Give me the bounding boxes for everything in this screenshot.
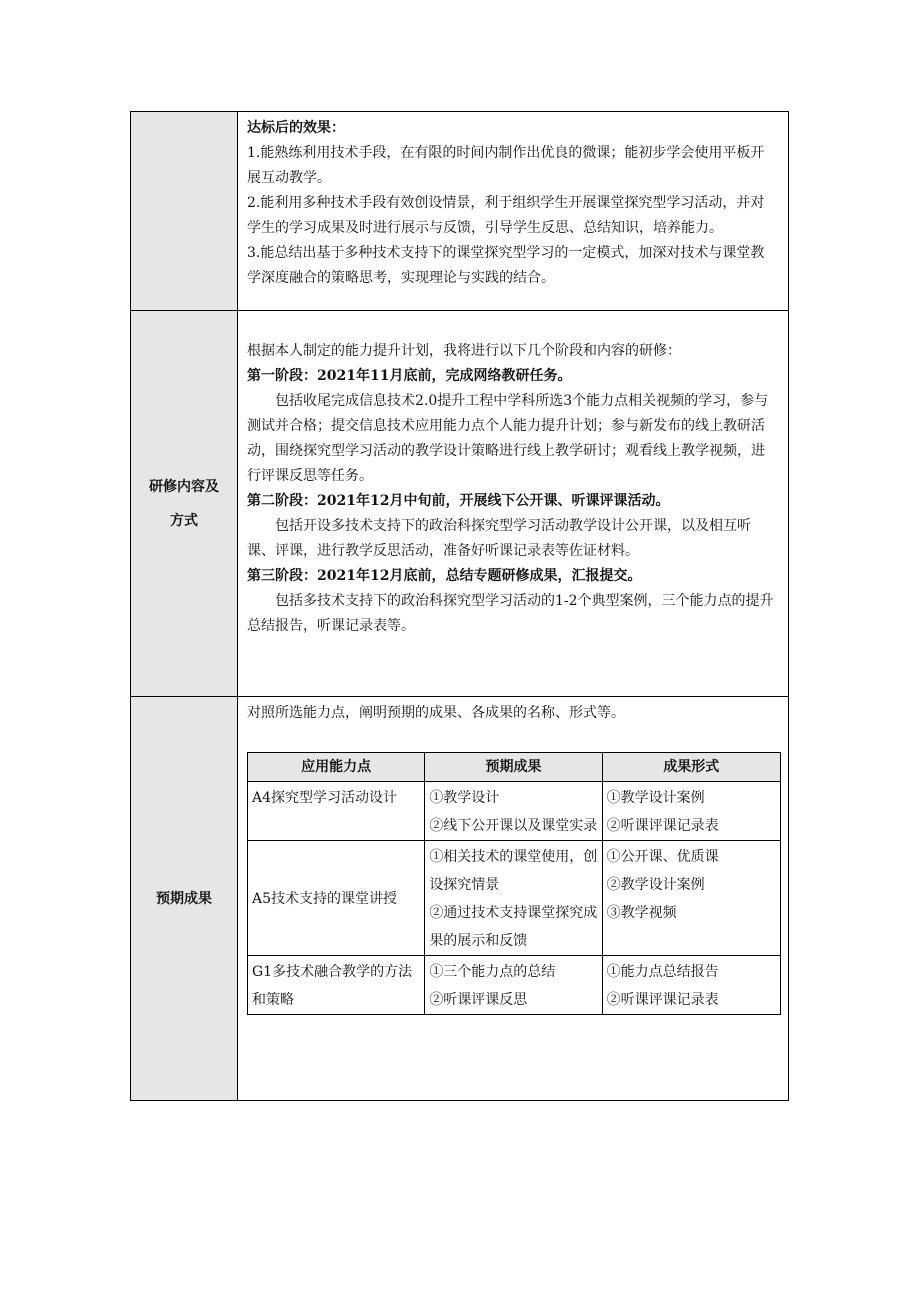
outcome-label: 预期成果 <box>156 890 212 907</box>
outcome-item: ①三个能力点的总结 <box>429 964 556 980</box>
paragraph: 包括多技术支持下的政治科探究型学习活动的1-2个典型案例，三个能力点的提升总结报告，听课记录表等。 <box>247 593 774 634</box>
outcome-item: ①教学设计 <box>429 790 500 806</box>
outcome-cell <box>425 956 602 1015</box>
form-item: ①能力点总结报告 <box>606 964 719 980</box>
form-item: ②听课评课记录表 <box>606 818 719 834</box>
paragraph: 3.能总结出基于多种技术支持下的课堂探究型学习的一定模式，加深对技术与课堂教学深度融合的策略思考，实现理论与实践的结合。 <box>247 245 765 286</box>
outcome-item: ②线下公开课以及课堂实录 <box>429 818 598 834</box>
section-heading: 达标后的效果： <box>247 120 345 136</box>
outcome-label-cell <box>131 697 238 1101</box>
effect-label-cell <box>131 112 238 311</box>
form-item: ②听课评课记录表 <box>606 992 719 1008</box>
table-row <box>248 782 781 841</box>
study-label-line1: 研修内容及 <box>149 478 219 495</box>
ability-point-cell: A5技术支持的课堂讲授 <box>248 841 425 956</box>
ability-point-cell: G1多技术融合教学的方法和策略 <box>248 956 425 1015</box>
form-item: ③教学视频 <box>606 905 677 921</box>
form-item: ②教学设计案例 <box>606 877 705 893</box>
header-form: 成果形式 <box>602 753 780 782</box>
outcome-intro: 对照所选能力点，阐明预期的成果、各成果的名称、形式等。 <box>247 705 625 721</box>
outcome-item: ②通过技术支持课堂探究成果的展示和反馈 <box>429 905 598 949</box>
paragraph: 2.能利用多种技术手段有效创设情景，利于组织学生开展课堂探究型学习活动，并对学生的学习成果及时进行展示与反馈，引导学生反思、总结知识，培养能力。 <box>247 195 765 236</box>
form-item: ①公开课、优质课 <box>606 849 719 865</box>
table-row <box>248 956 781 1015</box>
section-heading: 第二阶段：2021年12月中旬前，开展线下公开课、听课评课活动。 <box>247 493 670 509</box>
plan-table <box>130 111 789 1101</box>
study-label-cell <box>131 311 238 697</box>
form-cell <box>602 782 780 841</box>
outcome-table-header <box>248 753 781 782</box>
outcome-cell <box>425 841 602 956</box>
paragraph: 1.能熟练利用技术手段，在有限的时间内制作出优良的微课；能初步学会使用平板开展互动教学。 <box>247 145 765 186</box>
outcome-content <box>238 697 789 1101</box>
paragraph: 根据本人制定的能力提升计划，我将进行以下几个阶段和内容的研修： <box>247 343 681 359</box>
outcome-table <box>247 752 781 1015</box>
outcome-item: ②听课评课反思 <box>429 992 528 1008</box>
form-cell <box>602 841 780 956</box>
table-row <box>248 841 781 956</box>
form-cell <box>602 956 780 1015</box>
form-item: ①教学设计案例 <box>606 790 705 806</box>
header-point: 应用能力点 <box>248 753 425 782</box>
paragraph: 包括收尾完成信息技术2.0提升工程中学科所选3个能力点相关视频的学习，参与测试并合格；提交信息技术应用能力点个人能力提升计划；参与新发布的线上教研活动，围绕探究型学习活动的教学设计策略进行线上教学研讨；观看线上教学视频，进行评课反思等任务。 <box>247 393 769 484</box>
ability-point-cell: A4探究型学习活动设计 <box>248 782 425 841</box>
paragraph: 包括开设多技术支持下的政治科探究型学习活动教学设计公开课，以及相互听课、评课，进行教学反思活动，准备好听课记录表等佐证材料。 <box>247 518 751 559</box>
study-row <box>131 311 789 697</box>
section-heading: 第一阶段：2021年11月底前，完成网络教研任务。 <box>247 368 572 384</box>
outcome-row <box>131 697 789 1101</box>
effect-row <box>131 112 789 311</box>
effect-content <box>238 112 789 311</box>
study-content <box>238 311 789 697</box>
header-outcome: 预期成果 <box>425 753 602 782</box>
outcome-item: ①相关技术的课堂使用，创设探究情景 <box>429 849 598 893</box>
section-heading: 第三阶段：2021年12月底前，总结专题研修成果，汇报提交。 <box>247 568 642 584</box>
outcome-cell <box>425 782 602 841</box>
study-label-line2: 方式 <box>170 512 198 529</box>
